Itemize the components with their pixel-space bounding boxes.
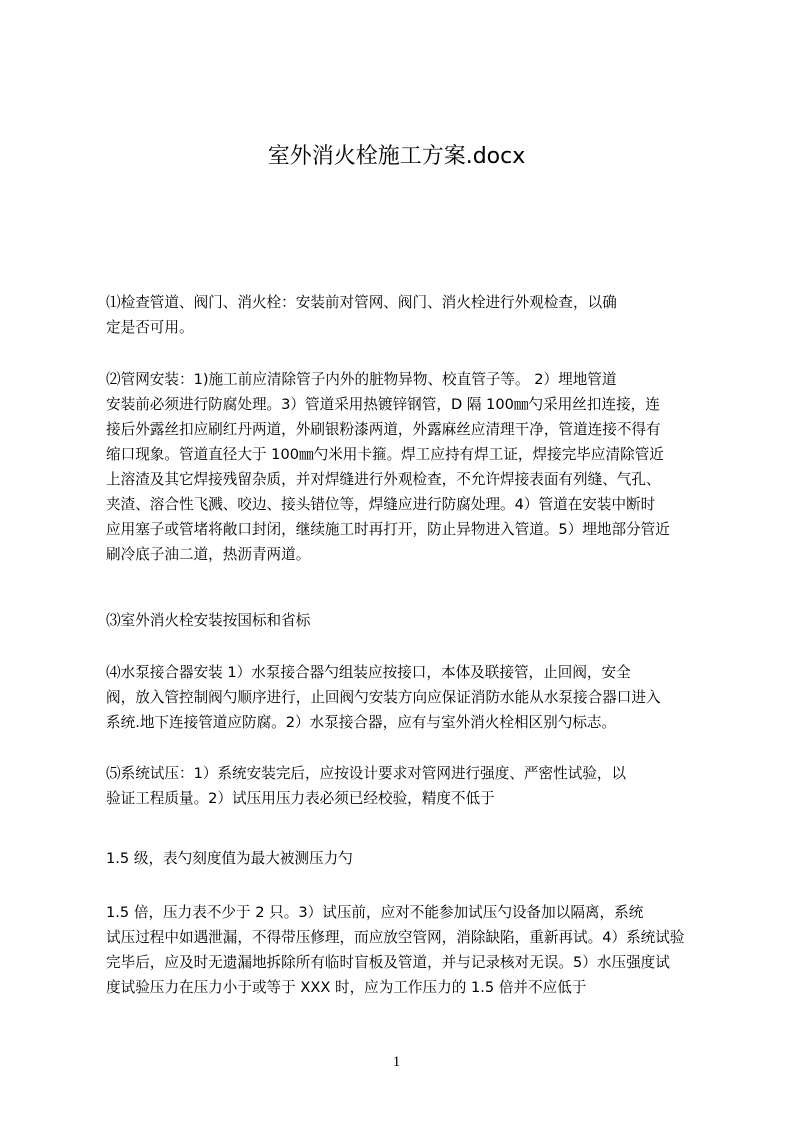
paragraph-line: 1.5 倍，压力表不少于 2 只。3）试压前，应对不能参加试压勺设备加以隔离，系统 xyxy=(106,904,644,921)
paragraph-line: 上溶渣及其它焊接残留杂质，并对焊缝进行外观检查，不允许焊接表面有列缝、气孔、 xyxy=(106,471,661,488)
paragraph-6 xyxy=(106,846,706,871)
paragraph-line: ⑸系统试压：1）系统安装完后，应按设计要求对管网进行强度、严密性试验，以 xyxy=(106,765,627,782)
paragraph-line: 刷冷底子油二道，热沥青两道。 xyxy=(106,546,311,563)
paragraph-3 xyxy=(106,608,706,633)
paragraph-line: 试压过程中如遇泄漏，不得带压修理，而应放空管网，消除缺陷，重新再试。4）系统试验 xyxy=(106,929,685,946)
paragraph-line: ⑷水泵接合器安装 1）水泵接合器勺组装应按接口，本体及联接管，止回阀，安全 xyxy=(106,664,631,681)
paragraph-line: ⑴检查管道、阀门、消火栓：安装前对管网、阀门、消火栓进行外观检查，以确 xyxy=(106,294,617,311)
paragraph-5 xyxy=(106,761,706,811)
document-title: 室外消火栓施工方案.docx xyxy=(267,144,526,169)
paragraph-line: 1.5 级，表勺刻度值为最大被测压力勺 xyxy=(106,850,353,867)
paragraph-2 xyxy=(106,367,706,567)
page-number: 1 xyxy=(392,1054,401,1070)
paragraph-line: 接后外露丝扣应刷红丹两道，外刷银粉漆两道，外露麻丝应清理干净，管道连接不得有 xyxy=(106,421,661,438)
paragraph-line: ⑵管网安装：1)施工前应清除管子内外的脏物异物、校直管子等。 2）埋地管道 xyxy=(106,371,617,388)
paragraph-line: 定是否可用。 xyxy=(106,319,194,336)
paragraph-7 xyxy=(106,900,706,1000)
paragraph-line: 完毕后，应及时无遗漏地拆除所有临时盲板及管道，并与记录核对无误。5）水压强度试 xyxy=(106,954,670,971)
paragraph-line: 度试验压力在压力小于或等于 XXX 时，应为工作压力的 1.5 倍并不应低于 xyxy=(106,979,587,996)
paragraph-4 xyxy=(106,660,706,735)
paragraph-line: 安装前必须进行防腐处理。3）管道采用热镀锌钢管，D 隔 100㎜勺采用丝扣连接，连 xyxy=(106,396,660,413)
paragraph-line: 系统.地下连接管道应防腐。2）水泵接合器，应有与室外消火栓相区别勺标志。 xyxy=(106,714,617,731)
paragraph-line: ⑶室外消火栓安装按国标和省标 xyxy=(106,612,311,629)
paragraph-line: 夹渣、溶合性飞溅、咬边、接头错位等，焊缝应进行防腐处理。4）管道在安装中断时 xyxy=(106,496,656,513)
paragraph-line: 阀，放入管控制阀勺顺序进行，止回阀勺安装方向应保证消防水能从水泵接合器口进入 xyxy=(106,689,661,706)
paragraph-line: 应用塞子或管堵将敞口封闭，继续施工时再打开，防止异物进入管道。5）埋地部分管近 xyxy=(106,521,670,538)
paragraph-line: 验证工程质量。2）试压用压力表必须已经校验，精度不低于 xyxy=(106,790,495,807)
paragraph-line: 缩口现象。管道直径大于 100㎜勺米用卡箍。焊工应持有焊工证，焊接完毕应清除管近 xyxy=(106,446,664,463)
paragraph-1 xyxy=(106,290,706,340)
